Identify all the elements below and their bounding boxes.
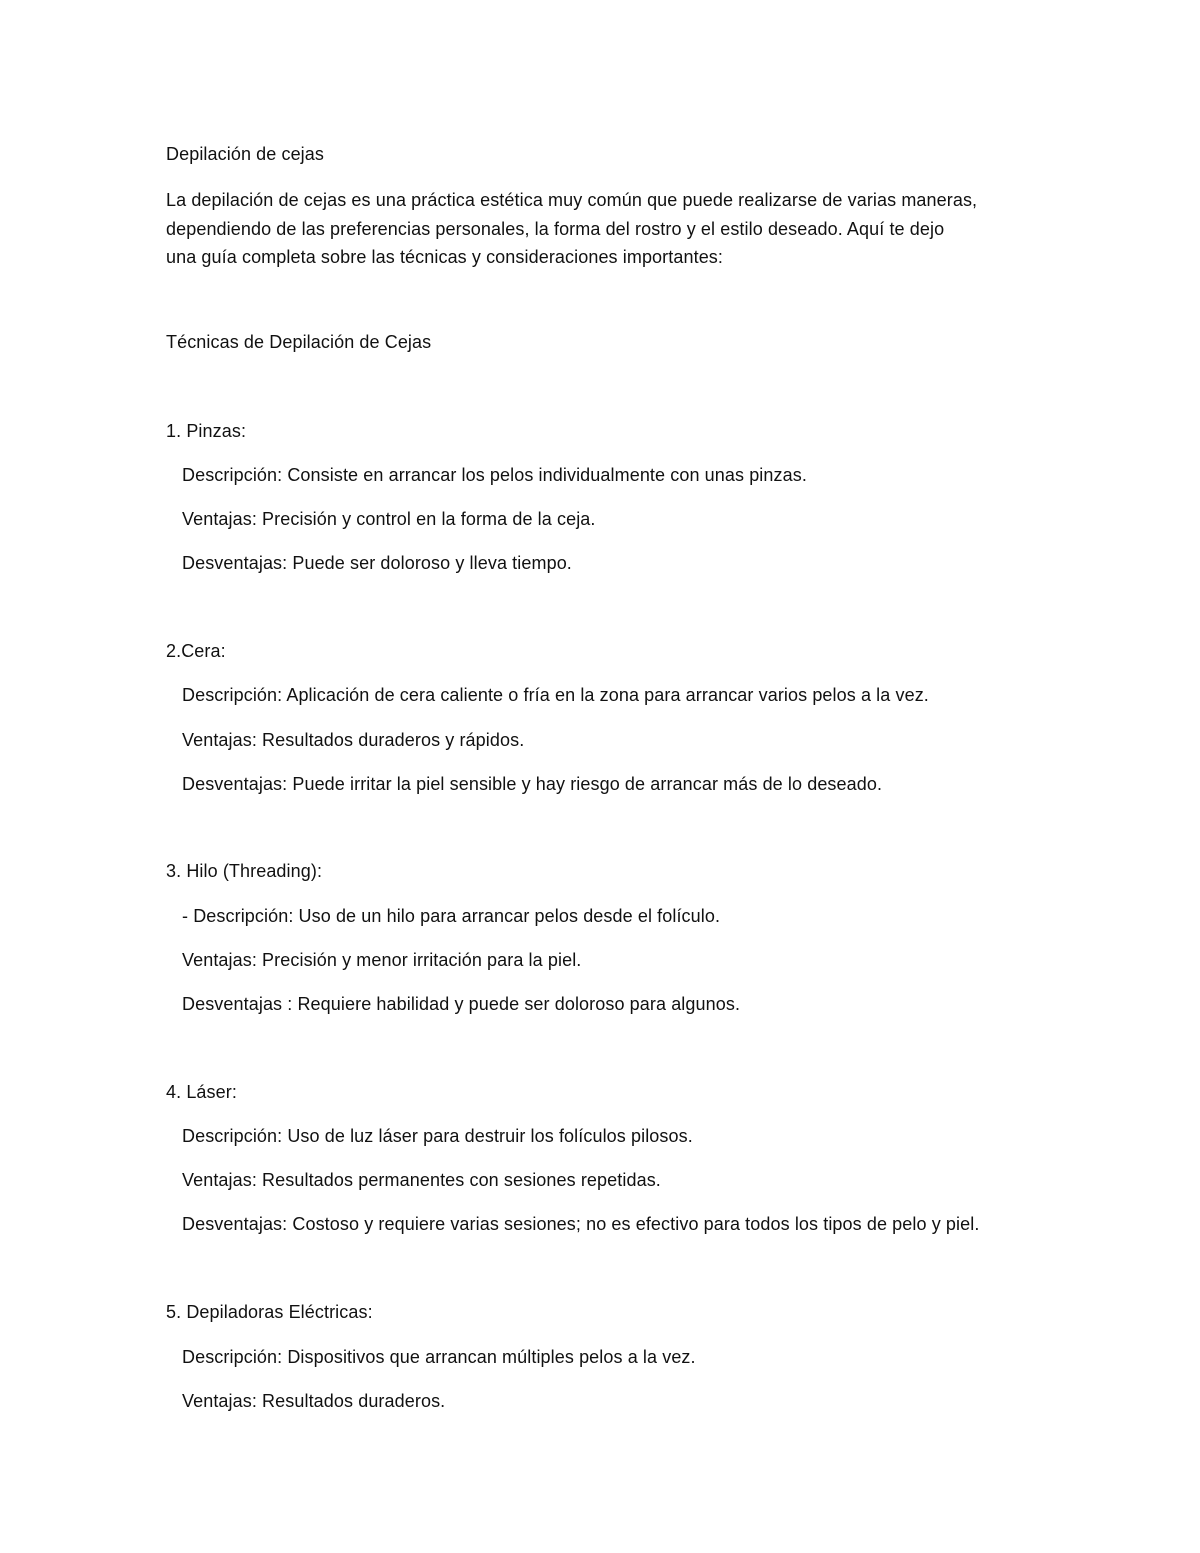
technique-description: - Descripción: Uso de un hilo para arrancar pelos desde el folículo. [182, 906, 721, 926]
technique-description: Descripción: Consiste en arrancar los pelos individualmente con unas pinzas. [182, 465, 807, 485]
technique-disadvantages: Desventajas: Puede irritar la piel sensible y hay riesgo de arrancar más de lo deseado. [182, 774, 883, 794]
intro-line: dependiendo de las preferencias personales, la forma del rostro y el estilo deseado. Aquí te dejo [166, 218, 945, 239]
technique-description: Descripción: Dispositivos que arrancan múltiples pelos a la vez. [182, 1347, 696, 1367]
technique-heading-cera: 2.Cera: [166, 641, 226, 661]
technique-description: Descripción: Aplicación de cera caliente o fría en la zona para arrancar varios pelos a la vez. [182, 685, 929, 705]
document-title: Depilación de cejas [166, 144, 324, 164]
technique-heading-depiladoras: 5. Depiladoras Eléctricas: [166, 1302, 373, 1322]
technique-heading-laser: 4. Láser: [166, 1082, 237, 1102]
technique-heading-pinzas: 1. Pinzas: [166, 421, 247, 441]
intro-paragraph [166, 186, 1046, 272]
technique-advantages: Ventajas: Precisión y menor irritación para la piel. [182, 950, 582, 970]
technique-description: Descripción: Uso de luz láser para destruir los folículos pilosos. [182, 1126, 693, 1146]
technique-advantages: Ventajas: Resultados duraderos. [182, 1391, 446, 1411]
technique-disadvantages: Desventajas : Requiere habilidad y puede ser doloroso para algunos. [182, 994, 741, 1014]
section-heading: Técnicas de Depilación de Cejas [166, 332, 432, 352]
technique-disadvantages: Desventajas: Puede ser doloroso y lleva tiempo. [182, 553, 572, 573]
intro-line: una guía completa sobre las técnicas y consideraciones importantes: [166, 247, 724, 267]
technique-heading-hilo: 3. Hilo (Threading): [166, 861, 323, 881]
technique-advantages: Ventajas: Resultados permanentes con sesiones repetidas. [182, 1170, 661, 1190]
technique-advantages: Ventajas: Precisión y control en la forma de la ceja. [182, 509, 596, 529]
technique-disadvantages: Desventajas: Costoso y requiere varias sesiones; no es efectivo para todos los tipos de pelo y piel. [182, 1214, 980, 1234]
intro-line: La depilación de cejas es una práctica estética muy común que puede realizarse de varias maneras, [166, 190, 978, 210]
technique-advantages: Ventajas: Resultados duraderos y rápidos. [182, 730, 525, 750]
